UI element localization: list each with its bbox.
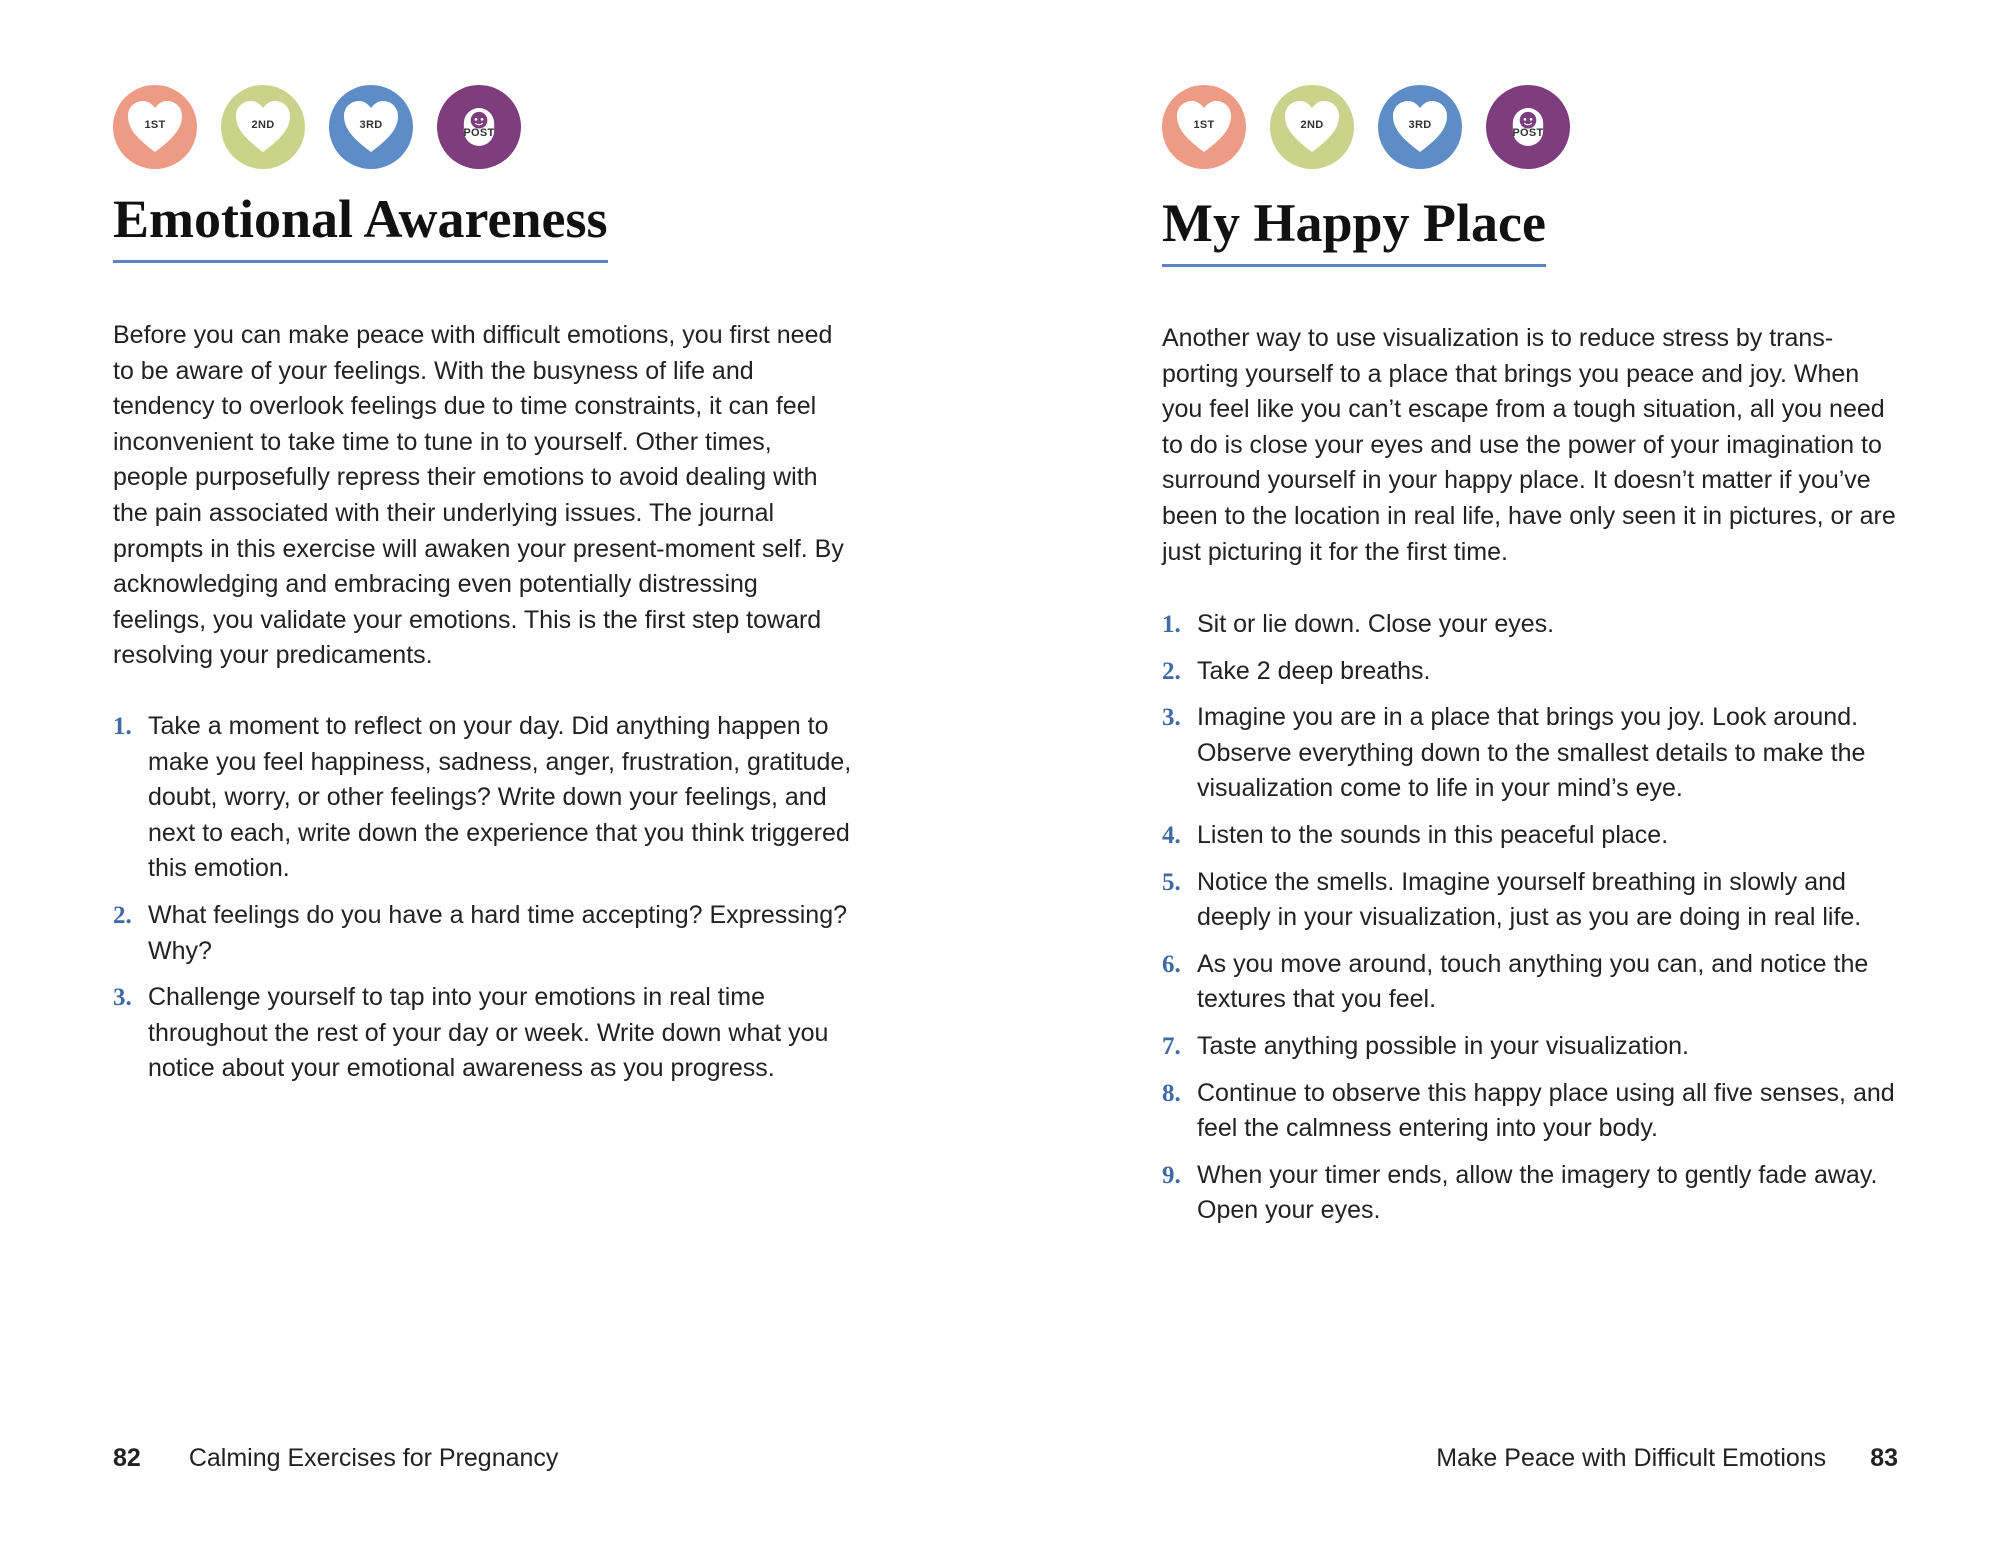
steps-list bbox=[1162, 607, 1902, 1240]
page-title: Emotional Awareness bbox=[113, 192, 608, 263]
step-text: Take a moment to reflect on your day. Did anything happen to make you feel happiness, sadness, anger, frustration, gratitude, doubt, worry, or other feelings? Write down your feelings, and next to each, write down the experience that you think triggered this emotion. bbox=[148, 712, 852, 883]
list-item bbox=[1162, 818, 1902, 854]
step-number: 3. bbox=[1162, 704, 1181, 732]
step-number: 2. bbox=[113, 901, 132, 929]
badge-label: 2ND bbox=[251, 119, 275, 131]
step-text: Continue to observe this happy place using all five senses, and feel the calmness entering into your body. bbox=[1197, 1078, 1895, 1143]
step-number: 3. bbox=[113, 984, 132, 1012]
list-item bbox=[1162, 865, 1902, 936]
page-title: My Happy Place bbox=[1162, 196, 1546, 267]
step-number: 6. bbox=[1162, 950, 1181, 978]
list-item bbox=[1162, 654, 1902, 690]
page-footer bbox=[1436, 1444, 1898, 1473]
list-item bbox=[1162, 700, 1902, 807]
step-text: Sit or lie down. Close your eyes. bbox=[1197, 610, 1555, 638]
badge-label: POST bbox=[1512, 127, 1544, 139]
steps-list bbox=[113, 709, 853, 1098]
list-item bbox=[113, 709, 853, 887]
badge-label: 3RD bbox=[359, 119, 383, 131]
page-footer bbox=[113, 1444, 558, 1473]
right-page bbox=[1000, 0, 2000, 1545]
badge-1st bbox=[1162, 85, 1246, 169]
step-number: 7. bbox=[1162, 1032, 1181, 1060]
badge-post bbox=[437, 85, 521, 169]
badge-label: POST bbox=[463, 127, 495, 139]
list-item bbox=[113, 980, 853, 1087]
running-footer-text: Calming Exercises for Pregnancy bbox=[188, 1444, 559, 1472]
badge-3rd bbox=[329, 85, 413, 169]
intro-paragraph: Before you can make peace with difficult emotions, you first need to be aware of your feelings. With the busyness of life and tendency to overlook feelings due to time constraints, it can feel inconvenient to take time to tune in to yourself. Other times, people purposefully repress their emotions to avoid dealing with the pain associated with their underlying issues. The journal prompts in this exercise will awaken your present-moment self. By acknowledging and embracing even potentially distressing feelings, you validate your emotions. This is the first step toward resolving your predicaments. bbox=[113, 321, 844, 670]
badge-label: 3RD bbox=[1408, 119, 1432, 131]
badge-label: 1ST bbox=[144, 119, 166, 131]
list-item bbox=[113, 898, 853, 969]
badge-2nd bbox=[1270, 85, 1354, 169]
step-text: What feelings do you have a hard time accepting? Expressing? Why? bbox=[148, 900, 848, 965]
trimester-badges bbox=[1162, 85, 1570, 169]
step-number: 5. bbox=[1162, 868, 1181, 896]
running-footer-text: Make Peace with Difficult Emotions bbox=[1436, 1444, 1827, 1472]
step-text: Notice the smells. Imagine yourself breathing in slowly and deeply in your visualization, just as you are doing in real life. bbox=[1197, 867, 1862, 932]
step-number: 2. bbox=[1162, 657, 1181, 685]
page-number: 83 bbox=[1870, 1444, 1898, 1472]
step-text: As you move around, touch anything you can, and notice the textures that you feel. bbox=[1197, 949, 1869, 1014]
step-number: 9. bbox=[1162, 1161, 1181, 1189]
badge-label: 1ST bbox=[1193, 119, 1215, 131]
trimester-badges bbox=[113, 85, 521, 169]
intro-paragraph: Another way to use visualization is to reduce stress by trans-porting yourself to a place that brings you peace and joy. When you feel like you can’t escape from a tough situation, all you need to do is close your eyes and use the power of your imagination to surround yourself in your happy place. It doesn’t matter if you’ve been to the location in real life, have only seen it in pictures, or are just picturing it for the first time. bbox=[1162, 324, 1896, 566]
step-number: 4. bbox=[1162, 821, 1181, 849]
badge-3rd bbox=[1378, 85, 1462, 169]
badge-post bbox=[1486, 85, 1570, 169]
badge-1st bbox=[113, 85, 197, 169]
badge-label: 2ND bbox=[1300, 119, 1324, 131]
list-item bbox=[1162, 607, 1902, 643]
step-text: Challenge yourself to tap into your emotions in real time throughout the rest of your day or week. Write down what you notice about your emotional awareness as you progress. bbox=[148, 983, 829, 1083]
step-text: Taste anything possible in your visualization. bbox=[1197, 1031, 1689, 1060]
step-text: When your timer ends, allow the imagery to gently fade away. Open your eyes. bbox=[1197, 1160, 1878, 1225]
page-number: 82 bbox=[113, 1444, 141, 1472]
step-text: Imagine you are in a place that brings you joy. Look around. Observe everything down to the smallest details to make the visualization come to life in your mind’s eye. bbox=[1197, 703, 1866, 803]
step-number: 1. bbox=[1162, 611, 1181, 638]
list-item bbox=[1162, 1076, 1902, 1147]
step-text: Listen to the sounds in this peaceful place. bbox=[1197, 820, 1669, 849]
list-item bbox=[1162, 1158, 1902, 1229]
list-item bbox=[1162, 1029, 1902, 1065]
list-item bbox=[1162, 947, 1902, 1018]
badge-2nd bbox=[221, 85, 305, 169]
step-number: 8. bbox=[1162, 1079, 1181, 1107]
step-number: 1. bbox=[113, 713, 132, 740]
step-text: Take 2 deep breaths. bbox=[1197, 656, 1431, 685]
